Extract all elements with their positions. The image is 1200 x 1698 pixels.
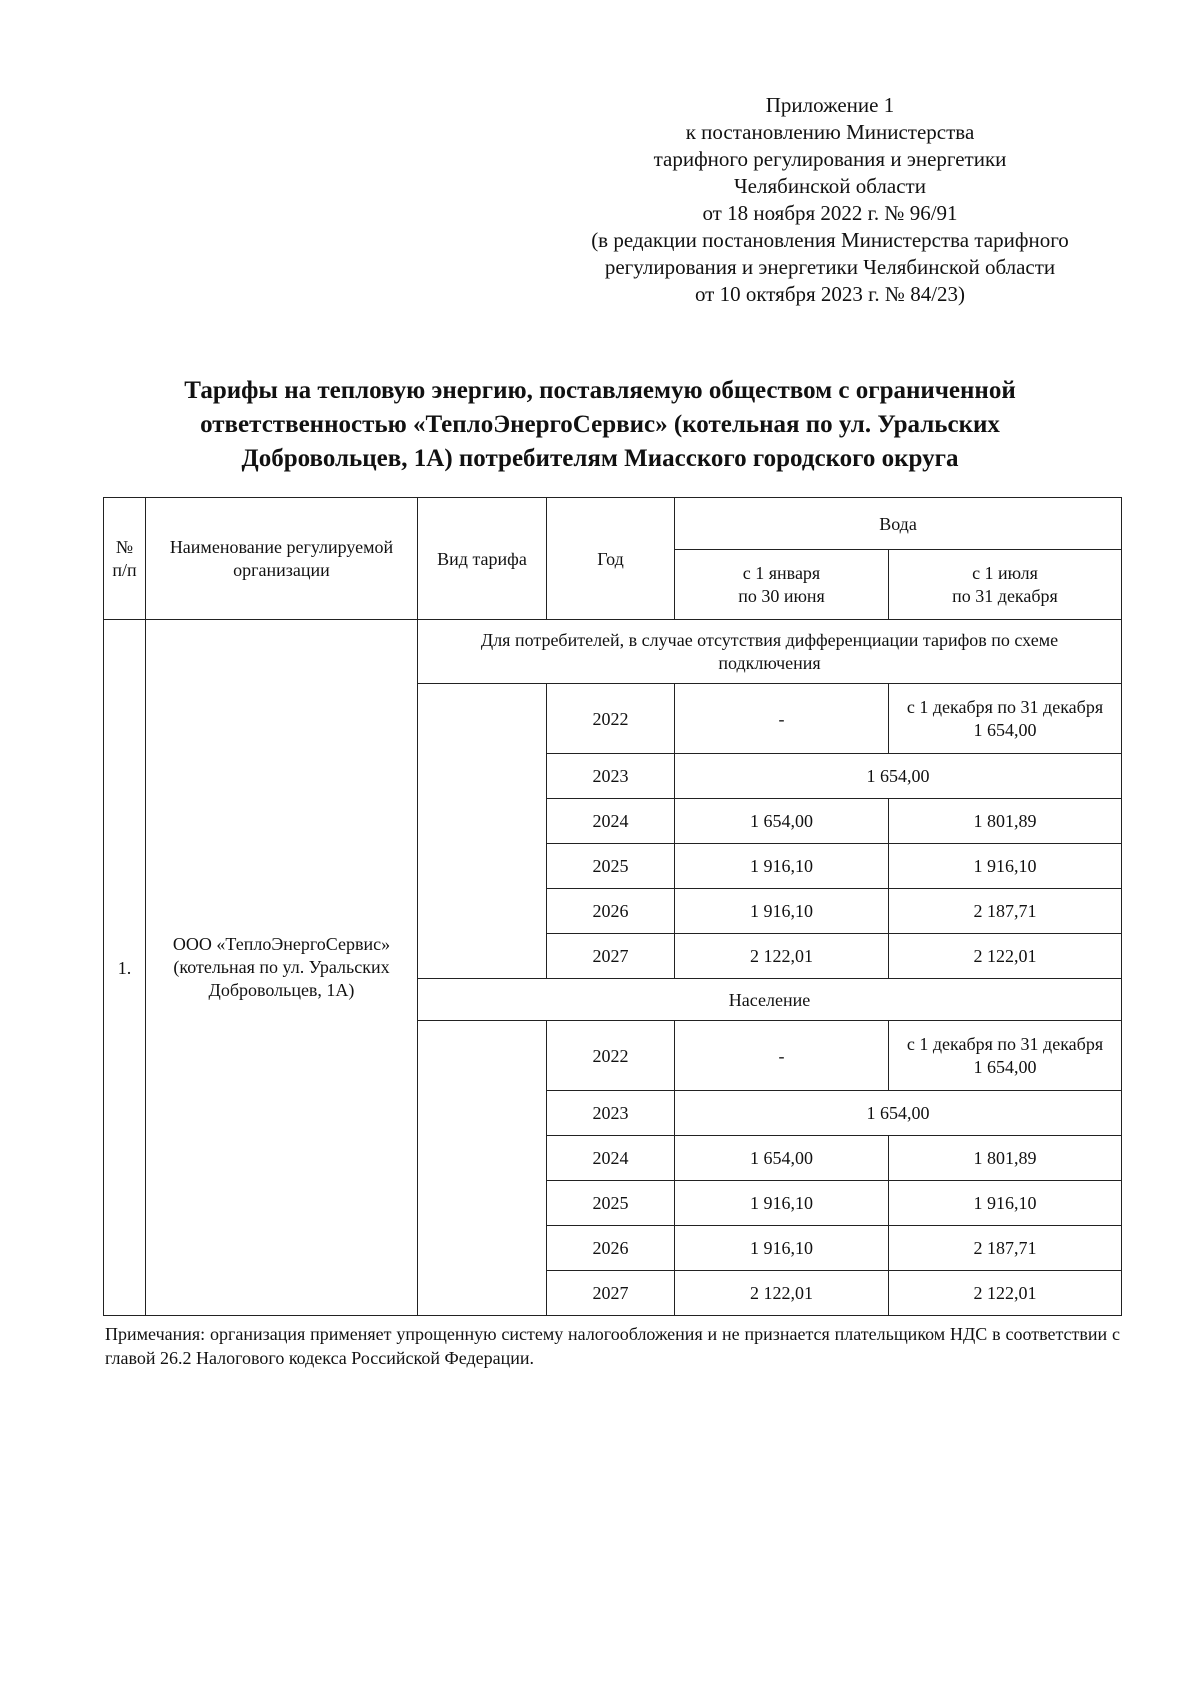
value-h1-cell: 1 916,10 <box>675 1226 889 1271</box>
header-line: тарифного регулирования и энергетики <box>653 147 1007 171</box>
header-period1-line2: по 30 июня <box>738 585 825 606</box>
year-cell: 2027 <box>547 934 675 979</box>
value-h2-cell: 1 801,89 <box>889 799 1122 844</box>
value-h1-cell: - <box>675 1021 889 1091</box>
title-line: ответственностью «ТеплоЭнергоСервис» (котельная по ул. Уральских <box>200 411 1000 438</box>
year-cell: 2026 <box>547 889 675 934</box>
row-number: 1. <box>117 957 132 978</box>
header-period2-line2: по 31 декабря <box>952 585 1058 606</box>
group-label-line1: Население <box>728 989 811 1010</box>
value-h2-cell: 2 122,01 <box>889 1271 1122 1316</box>
group-label-line1: Для потребителей, в случае отсутствия дифференциации тарифов по схеме <box>480 629 1059 650</box>
value-h1-cell: 1 916,10 <box>675 844 889 889</box>
group-label-line2: подключения <box>718 652 821 673</box>
value-h2: 1 654,00 <box>973 719 1037 740</box>
document-title <box>100 374 1100 476</box>
header-water: Вода <box>879 513 917 534</box>
value-h2-cell: 2 187,71 <box>889 889 1122 934</box>
value-h2-cell <box>889 684 1122 754</box>
value-h2-cell: 1 916,10 <box>889 1181 1122 1226</box>
value-h1-cell: - <box>675 684 889 754</box>
value-h1-cell: 1 916,10 <box>675 889 889 934</box>
year-cell: 2025 <box>547 1181 675 1226</box>
org-name-line1: ООО «ТеплоЭнергоСервис» <box>172 934 391 954</box>
header-org-line2: организации <box>233 559 330 580</box>
title-line: Тарифы на тепловую энергию, поставляемую обществом с ограниченной <box>184 377 1016 404</box>
title-line: Добровольцев, 1А) потребителям Миасского городского округа <box>241 445 959 472</box>
header-line: Челябинской области <box>734 174 926 198</box>
group-label-cell <box>418 979 1122 1021</box>
value-h2-note: с 1 декабря по 31 декабря <box>906 1033 1104 1054</box>
value-h2: 1 654,00 <box>973 1056 1037 1077</box>
tariff-table <box>103 497 1122 1316</box>
row-number-cell <box>104 620 146 1316</box>
year-cell: 2022 <box>547 684 675 754</box>
value-h2-cell <box>889 1021 1122 1091</box>
header-year-cell <box>547 498 675 620</box>
value-h1-cell: 2 122,01 <box>675 1271 889 1316</box>
header-org-cell <box>146 498 418 620</box>
group-label-cell <box>418 620 1122 684</box>
header-line: (в редакции постановления Министерства тарифного <box>591 228 1069 252</box>
value-h2-cell: 1 916,10 <box>889 844 1122 889</box>
header-number-cell <box>104 498 146 620</box>
header-line: от 10 октября 2023 г. № 84/23) <box>694 282 966 306</box>
group-label-row <box>104 620 1122 684</box>
year-cell: 2027 <box>547 1271 675 1316</box>
year-cell: 2023 <box>547 754 675 799</box>
header-line: регулирования и энергетики Челябинской области <box>604 255 1056 279</box>
value-h1-cell: 2 122,01 <box>675 934 889 979</box>
value-h1-cell: 1 916,10 <box>675 1181 889 1226</box>
year-cell: 2022 <box>547 1021 675 1091</box>
value-h2-note: с 1 декабря по 31 декабря <box>906 696 1104 717</box>
year-cell: 2026 <box>547 1226 675 1271</box>
value-h1-cell: 1 654,00 <box>675 799 889 844</box>
header-line: от 18 ноября 2022 г. № 96/91 <box>702 201 958 225</box>
year-cell: 2023 <box>547 1091 675 1136</box>
header-number-line2: п/п <box>112 559 137 580</box>
value-merged-cell: 1 654,00 <box>675 1091 1122 1136</box>
header-number-line1: № <box>115 536 134 557</box>
value-h2-cell: 1 801,89 <box>889 1136 1122 1181</box>
header-tariff-type-cell <box>418 498 547 620</box>
header-tariff-type: Вид тарифа <box>437 548 527 569</box>
appendix-header <box>520 92 1140 308</box>
org-name-line2: (котельная по ул. Уральских <box>173 957 390 977</box>
notes: Примечания: организация применяет упрощенную систему налогообложения и не признается плательщиком НДС в соответствии с главой 26.2 Налогового кодекса Российской Федерации. <box>105 1324 1120 1368</box>
value-h2-cell: 2 187,71 <box>889 1226 1122 1271</box>
header-line: к постановлению Министерства <box>685 120 975 144</box>
header-org-line1: Наименование регулируемой <box>169 536 394 557</box>
value-h2-cell: 2 122,01 <box>889 934 1122 979</box>
header-period2-cell <box>889 550 1122 620</box>
header-period2-line1: с 1 июля <box>972 562 1038 583</box>
org-name-line3: Добровольцев, 1А) <box>208 980 355 1000</box>
header-period1-cell <box>675 550 889 620</box>
tariff-type-cell <box>418 684 547 979</box>
table-header-row <box>104 498 1122 550</box>
year-cell: 2025 <box>547 844 675 889</box>
header-period1-line1: с 1 января <box>742 562 821 583</box>
year-cell: 2024 <box>547 1136 675 1181</box>
header-water-cell <box>675 498 1122 550</box>
tariff-type-cell <box>418 1021 547 1316</box>
header-year: Год <box>597 548 624 569</box>
value-merged-cell: 1 654,00 <box>675 754 1122 799</box>
header-line: Приложение 1 <box>765 93 895 117</box>
year-cell: 2024 <box>547 799 675 844</box>
org-name-cell <box>146 620 418 1316</box>
value-h1-cell: 1 654,00 <box>675 1136 889 1181</box>
